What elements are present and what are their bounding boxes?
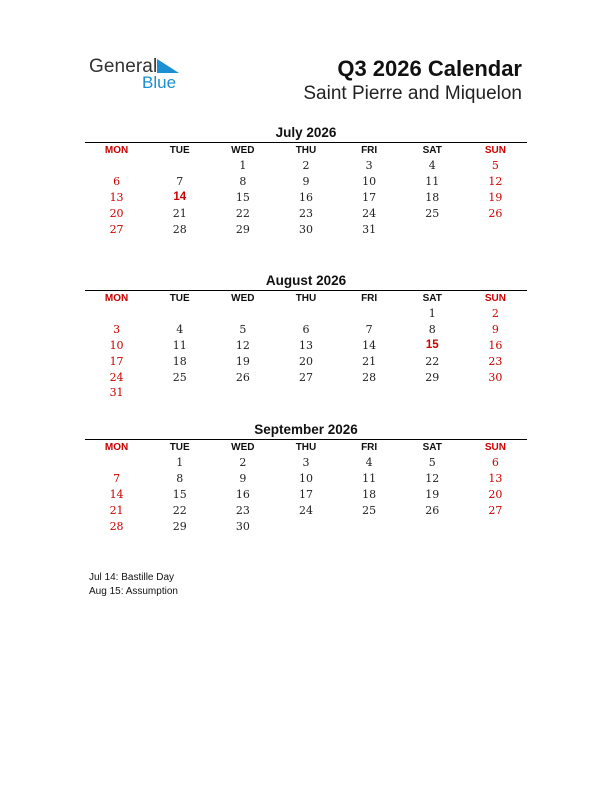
day-cell: 30: [235, 519, 250, 533]
empty-day-cell: [338, 518, 401, 534]
day-cell: 20: [488, 487, 503, 501]
week-row: [85, 190, 527, 206]
day-cell: 7: [365, 323, 373, 337]
empty-day-cell: [274, 306, 337, 322]
week-row: [85, 338, 527, 354]
day-cell: 13: [488, 472, 503, 486]
day-cell: 17: [362, 190, 377, 204]
holiday-notes: [89, 571, 178, 599]
weekday-label: MON: [104, 293, 129, 304]
weekday-label: SUN: [484, 145, 506, 156]
day-cell: 9: [239, 472, 247, 486]
day-cell: 30: [298, 222, 313, 236]
day-cell: 19: [425, 487, 440, 501]
day-cell: 23: [488, 354, 503, 368]
day-cell: 17: [109, 354, 124, 368]
weekday-label: THU: [295, 293, 317, 304]
day-cell: 14: [362, 338, 377, 352]
empty-day-cell: [274, 385, 337, 401]
day-cell: 26: [235, 370, 250, 384]
day-cell: 18: [425, 190, 440, 204]
day-cell: 14: [109, 487, 124, 501]
day-cell: 8: [176, 472, 184, 486]
day-cell: 20: [298, 354, 313, 368]
day-cell: 24: [109, 370, 124, 384]
page-title: Q3 2026 Calendar: [337, 56, 522, 81]
weekday-label: FRI: [361, 293, 378, 304]
day-cell: 27: [109, 222, 124, 236]
month-title: July 2026: [275, 125, 337, 140]
day-cell: 29: [425, 370, 440, 384]
week-row: [85, 158, 527, 174]
day-cell: 11: [425, 175, 440, 189]
logo-triangle-icon: [157, 59, 179, 73]
weekday-label: THU: [295, 145, 317, 156]
day-cell: 28: [109, 519, 124, 533]
week-row: [85, 221, 527, 237]
day-cell: 6: [302, 323, 310, 337]
day-cell: 3: [113, 323, 121, 337]
day-cell: 28: [362, 370, 377, 384]
day-cell: 5: [428, 456, 436, 470]
day-cell: 16: [235, 487, 250, 501]
day-cell: 5: [239, 323, 247, 337]
weekday-label: WED: [231, 145, 255, 156]
weekday-label: TUE: [169, 442, 190, 453]
empty-day-cell: [401, 385, 464, 401]
day-cell: 22: [235, 206, 250, 220]
week-row: [85, 471, 527, 487]
weekday-label: MON: [104, 442, 129, 453]
empty-day-cell: [85, 306, 148, 322]
day-cell: 18: [172, 354, 187, 368]
day-cell: 25: [172, 370, 187, 384]
day-cell: 28: [172, 222, 187, 236]
weekday-label: FRI: [361, 145, 378, 156]
weekday-label: SAT: [422, 442, 442, 453]
day-cell: 25: [425, 206, 440, 220]
day-cell: 26: [425, 503, 440, 517]
weekday-header-row: [85, 143, 527, 158]
empty-day-cell: [85, 455, 148, 471]
empty-day-cell: [464, 385, 527, 401]
day-cell: 31: [109, 386, 124, 400]
day-cell: 1: [428, 307, 436, 321]
logo: [89, 56, 199, 96]
day-cell: 22: [172, 503, 187, 517]
day-cell: 27: [298, 370, 313, 384]
day-cell: 15: [235, 190, 250, 204]
month-title: September 2026: [254, 422, 358, 437]
day-cell: 24: [362, 206, 377, 220]
empty-day-cell: [401, 518, 464, 534]
weekday-label: SUN: [484, 442, 506, 453]
weekday-label: SAT: [422, 145, 442, 156]
day-cell: 27: [488, 503, 503, 517]
day-cell: 19: [235, 354, 250, 368]
month-grid: [85, 143, 527, 237]
day-cell: 9: [491, 323, 499, 337]
week-row: [85, 205, 527, 221]
month-grid: [85, 291, 527, 401]
weekday-label: WED: [231, 442, 255, 453]
day-cell: 4: [365, 456, 373, 470]
day-cell: 9: [302, 175, 310, 189]
day-cell: 21: [362, 354, 377, 368]
weekday-label: FRI: [361, 442, 378, 453]
day-cell: 21: [172, 206, 187, 220]
day-cell: 13: [298, 338, 313, 352]
day-cell: 23: [298, 206, 313, 220]
day-cell: 10: [298, 472, 313, 486]
empty-day-cell: [211, 306, 274, 322]
day-cell: 26: [488, 206, 503, 220]
month-block-september: [85, 421, 527, 534]
day-cell: 10: [362, 175, 377, 189]
weekday-label: SAT: [422, 293, 442, 304]
day-cell: 23: [235, 503, 250, 517]
day-cell: 15: [172, 487, 187, 501]
empty-day-cell: [148, 385, 211, 401]
month-grid: [85, 440, 527, 534]
week-row: [85, 502, 527, 518]
day-cell: 10: [109, 338, 124, 352]
day-cell: 12: [425, 472, 440, 486]
empty-day-cell: [211, 385, 274, 401]
day-cell: 17: [298, 487, 313, 501]
week-row: [85, 385, 527, 401]
day-cell: 25: [362, 503, 377, 517]
week-row: [85, 487, 527, 503]
day-cell: 16: [488, 338, 503, 352]
empty-day-cell: [401, 221, 464, 237]
day-cell: 5: [491, 159, 499, 173]
logo-text-blue: Blue: [142, 73, 177, 92]
week-row: [85, 174, 527, 190]
day-cell: 29: [235, 222, 250, 236]
empty-day-cell: [338, 385, 401, 401]
day-cell: 2: [302, 159, 310, 173]
week-row: [85, 518, 527, 534]
empty-day-cell: [85, 158, 148, 174]
day-cell: 18: [362, 487, 377, 501]
month-block-july: [85, 124, 527, 237]
day-cell: 4: [176, 323, 184, 337]
logo-text-general: General: [89, 56, 158, 77]
month-title: August 2026: [265, 273, 347, 288]
weekday-label: TUE: [169, 293, 190, 304]
day-cell: 6: [491, 456, 499, 470]
week-row: [85, 369, 527, 385]
day-cell: 2: [239, 456, 247, 470]
day-cell: 29: [172, 519, 187, 533]
day-cell: 6: [113, 175, 121, 189]
day-cell: 11: [172, 338, 187, 352]
day-cell: 30: [488, 370, 503, 384]
weekday-label: MON: [104, 145, 129, 156]
weekday-label: TUE: [169, 145, 190, 156]
empty-day-cell: [274, 518, 337, 534]
empty-day-cell: [464, 518, 527, 534]
empty-day-cell: [464, 221, 527, 237]
day-cell: 24: [298, 503, 313, 517]
day-cell: 13: [109, 190, 124, 204]
weekday-header-row: [85, 291, 527, 306]
day-cell: 7: [176, 175, 184, 189]
day-cell: 14: [173, 191, 187, 204]
day-cell: 12: [235, 338, 250, 352]
day-cell: 7: [113, 472, 121, 486]
weekday-label: SUN: [484, 293, 506, 304]
page-subtitle: Saint Pierre and Miquelon: [303, 83, 522, 104]
day-cell: 20: [109, 206, 124, 220]
day-cell: 2: [491, 307, 499, 321]
week-row: [85, 353, 527, 369]
holiday-note: Aug 15: Assumption: [89, 586, 178, 597]
day-cell: 16: [298, 190, 313, 204]
day-cell: 22: [425, 354, 440, 368]
day-cell: 15: [425, 339, 439, 352]
holiday-note: Jul 14: Bastille Day: [89, 572, 175, 583]
month-block-august: [85, 272, 527, 401]
empty-day-cell: [338, 306, 401, 322]
day-cell: 3: [365, 159, 373, 173]
empty-day-cell: [148, 306, 211, 322]
day-cell: 8: [428, 323, 436, 337]
week-row: [85, 306, 527, 322]
empty-day-cell: [148, 158, 211, 174]
day-cell: 31: [362, 222, 377, 236]
weekday-label: WED: [231, 293, 255, 304]
day-cell: 8: [239, 175, 247, 189]
week-row: [85, 455, 527, 471]
day-cell: 4: [428, 159, 436, 173]
day-cell: 11: [362, 472, 377, 486]
day-cell: 12: [488, 175, 503, 189]
day-cell: 19: [488, 190, 503, 204]
weekday-header-row: [85, 440, 527, 455]
day-cell: 3: [302, 456, 310, 470]
week-row: [85, 322, 527, 338]
weekday-label: THU: [295, 442, 317, 453]
day-cell: 21: [109, 503, 124, 517]
day-cell: 1: [176, 456, 184, 470]
day-cell: 1: [239, 159, 247, 173]
